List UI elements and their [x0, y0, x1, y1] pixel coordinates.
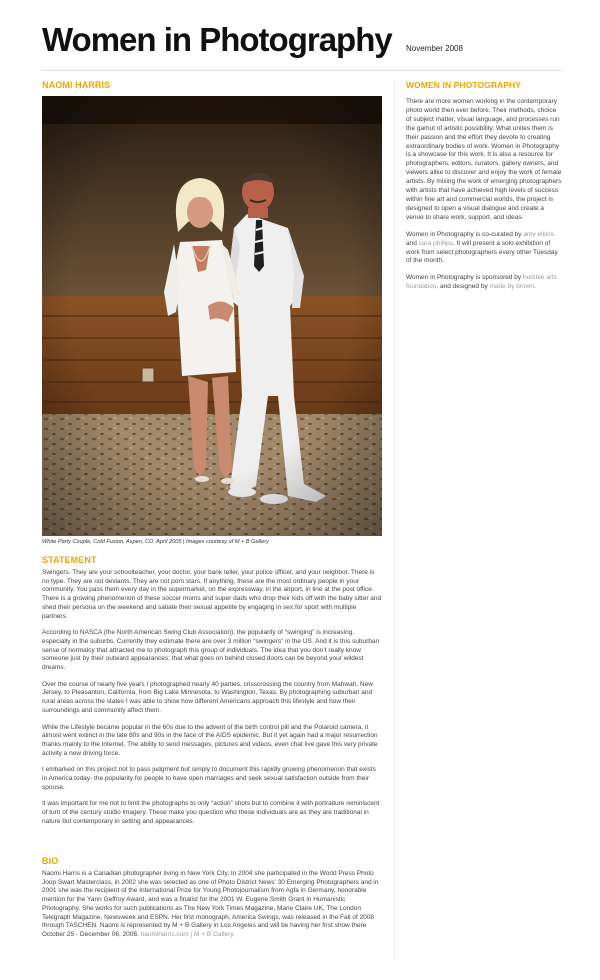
- statement-paragraph: Swingers. They are your schoolteacher, your doctor, your bank teller, your police officer, and your neighbor. There is no type. They are not deviants. They are not porn stars. If anything, these are the most ordinary people in your community. You pass them every day in the supermarket, on the expressway, in the airport, in line at the post office. There is a growing phenomenon of these soccer moms and super dads who drop their kids off with the baby sitter and shed their persona on the weekend and satiate their sexual appetite by engaging in sex for sport with multiple partners.: [42, 569, 382, 620]
- sidebar-curated: [406, 231, 562, 267]
- statement-paragraph: It was important for me not to limit the photographs to only “action” shots but to combine it with portraiture reminiscent of turn of the century studio imagery. These make you question who these individuals are as they are traditional in nature but contemporary in setting and appearances.: [42, 800, 380, 825]
- issue-date: November 2008: [406, 44, 463, 53]
- swinger-couple-photo: [42, 96, 382, 536]
- bio-body: [42, 870, 382, 940]
- curated-and: and: [406, 239, 417, 247]
- bio-paragraph: [42, 870, 382, 940]
- sponsored-mid: , and designed by: [436, 283, 488, 291]
- photo-caption: White Party Couple, Cold Fusion, Aspen, CO. April 2005 | Images courtesy of M + B Gallery: [42, 539, 269, 545]
- statement-paragraph: Over the course of nearly five years I photographed nearly 40 parties, crisscrossing the country from Mahwah, New Jersey, to Pleasanton, California, from Big Lake Minnesota, to Washington, Texas. By photographing suburban and rural areas across the states I was able to show how different Americans approach this lifestyle and how their surroundings and community affect them.: [42, 680, 373, 714]
- sponsored-prefix: Women in Photography is sponsored by: [406, 274, 522, 282]
- designer-link[interactable]: made by brown: [489, 283, 534, 291]
- sidebar-sponsored: [406, 274, 562, 292]
- sidebar: [406, 80, 562, 300]
- statement-heading: STATEMENT: [42, 555, 97, 565]
- sidebar-heading: WOMEN IN PHOTOGRAPHY: [406, 80, 522, 90]
- curated-suffix: . It will present a solo exhibition of work from select photographers every other Tuesday of the month.: [406, 239, 558, 265]
- curator-link-amy-elkins[interactable]: amy elkins: [523, 230, 555, 238]
- sponsor-link[interactable]: humble arts foundation: [406, 274, 557, 291]
- curator-link-cara-phillips[interactable]: cara phillips: [418, 239, 453, 247]
- sidebar-body: [406, 98, 562, 292]
- bio-text: Naomi Harris is a Canadian photographer living in New York City. In 2004 she participated in the World Press Photo Joop Swart Masterclass, in 2002 she was selected as one of Photo District News’ 30 Emerging Photographers and in 2001 she was the recipient of the International Prize for Young Photojournalism from Agfa in Germany, honorable mention for the Yann Geffroy Award, and was a finalist for the 2001 W. Eugene Smith Grant in Humanistic Photography. She works for such publications as The New York Times Magazine, Marie Claire UK, The London Telegraph Magazine, Newsweek and ESPN. Her first monograph, America Swings, was released in the Fall of 2008 through TASCHEN. Naomi is represented by M + B Gallery in Los Angeles and will be having her first show there October 25 - December 06, 2008.: [42, 870, 379, 938]
- photographer-name: NAOMI HARRIS: [42, 80, 111, 90]
- main-column: [42, 80, 382, 938]
- sidebar-intro: There are more women working in the contemporary photo world then ever before. Their methods, choice of subject matter, visual language, and processes run the gamut of artistic possibility. What unites them is their passion and the effort they devote to creating extraordinary bodies of work. Women in Photography is a showcase for this work. It is also a resource for photographers, editors, curators, gallery owners, and viewers alike to discover and enjoy the work of female artists. By mixing the work of emerging photographers with artists that have achieved high levels of success within fine art and commercial worlds, the project is designed to open a visual dialogue and create a venue to share work, support, and ideas.: [406, 98, 562, 221]
- curated-prefix: Women in Photography is co-curated by: [406, 230, 522, 238]
- statement-paragraph: While the Lifestyle became popular in the 60s due to the advent of the birth control pill and the Polaroid camera, it almost went extinct in the late 80s and 90s in the face of the AIDS epidemic. But it yet again had a major resurrection thanks mainly to the Internet. The ability to send messages, pictures and videos, even chat live gave this very private activity a new driving force.: [42, 723, 378, 757]
- statement-paragraph: According to NASCA (the North American Swing Club Association), the popularity of “swinging” is increasing, especially in the suburbs. Currently they estimate there are over 3 million “swingers” in the US. And it is this suburban sense of normalcy that attracted me to photograph this group of individuals. The idea that you don’t really know someone just by their outward appearances; that what goes on behind closed doors can be beyond your wildest dreams.: [42, 629, 380, 672]
- bio-heading: BIO: [42, 856, 59, 866]
- photographer-website-link[interactable]: naomiharris.com: [140, 930, 189, 938]
- gallery-link[interactable]: M + B Gallery: [194, 930, 234, 938]
- statement-body: [42, 569, 382, 835]
- statement-paragraph: I embarked on this project not to pass judgment but simply to document this rapidly growing phenomenon that exists in America today- the popularity for people to have open marriages and seek sexual satisfaction outside from their spouse.: [42, 766, 376, 791]
- column-divider: [394, 80, 395, 960]
- link-separator: |: [190, 930, 193, 938]
- masthead: [42, 18, 562, 66]
- sponsored-end: .: [533, 283, 536, 291]
- site-title[interactable]: Women in Photography: [42, 21, 392, 58]
- header-divider: [42, 70, 562, 71]
- featured-photo[interactable]: [42, 96, 382, 536]
